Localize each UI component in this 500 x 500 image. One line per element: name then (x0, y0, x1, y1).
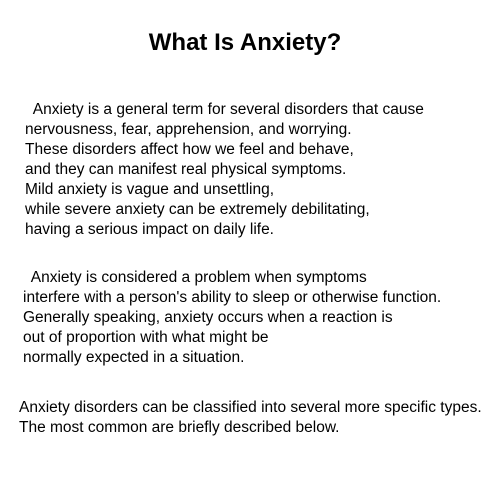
paragraph-line: The most common are briefly described below. (19, 419, 340, 436)
paragraph-line: Mild anxiety is vague and unsettling, (25, 181, 275, 198)
paragraph-line: These disorders affect how we feel and behave, (25, 141, 354, 158)
paragraph-line: out of proportion with what might be (23, 329, 269, 346)
paragraph-line: and they can manifest real physical symptoms. (25, 161, 347, 178)
paragraph-line: Generally speaking, anxiety occurs when a reaction is (23, 309, 393, 326)
page-title: What Is Anxiety? (148, 29, 342, 56)
paragraph-line: normally expected in a situation. (23, 349, 245, 366)
paragraph-line: while severe anxiety can be extremely debilitating, (25, 201, 370, 218)
paragraph-problem (23, 268, 441, 368)
paragraph-types (19, 398, 482, 438)
paragraph-intro (25, 100, 424, 240)
paragraph-line: Anxiety is considered a problem when symptoms (23, 269, 367, 286)
paragraph-line: nervousness, fear, apprehension, and worrying. (25, 121, 352, 138)
paragraph-line: Anxiety is a general term for several disorders that cause (25, 101, 424, 118)
paragraph-line: interfere with a person's ability to sleep or otherwise function. (23, 289, 442, 306)
paragraph-line: Anxiety disorders can be classified into several more specific types. (19, 399, 482, 416)
paragraph-line: having a serious impact on daily life. (25, 221, 274, 238)
